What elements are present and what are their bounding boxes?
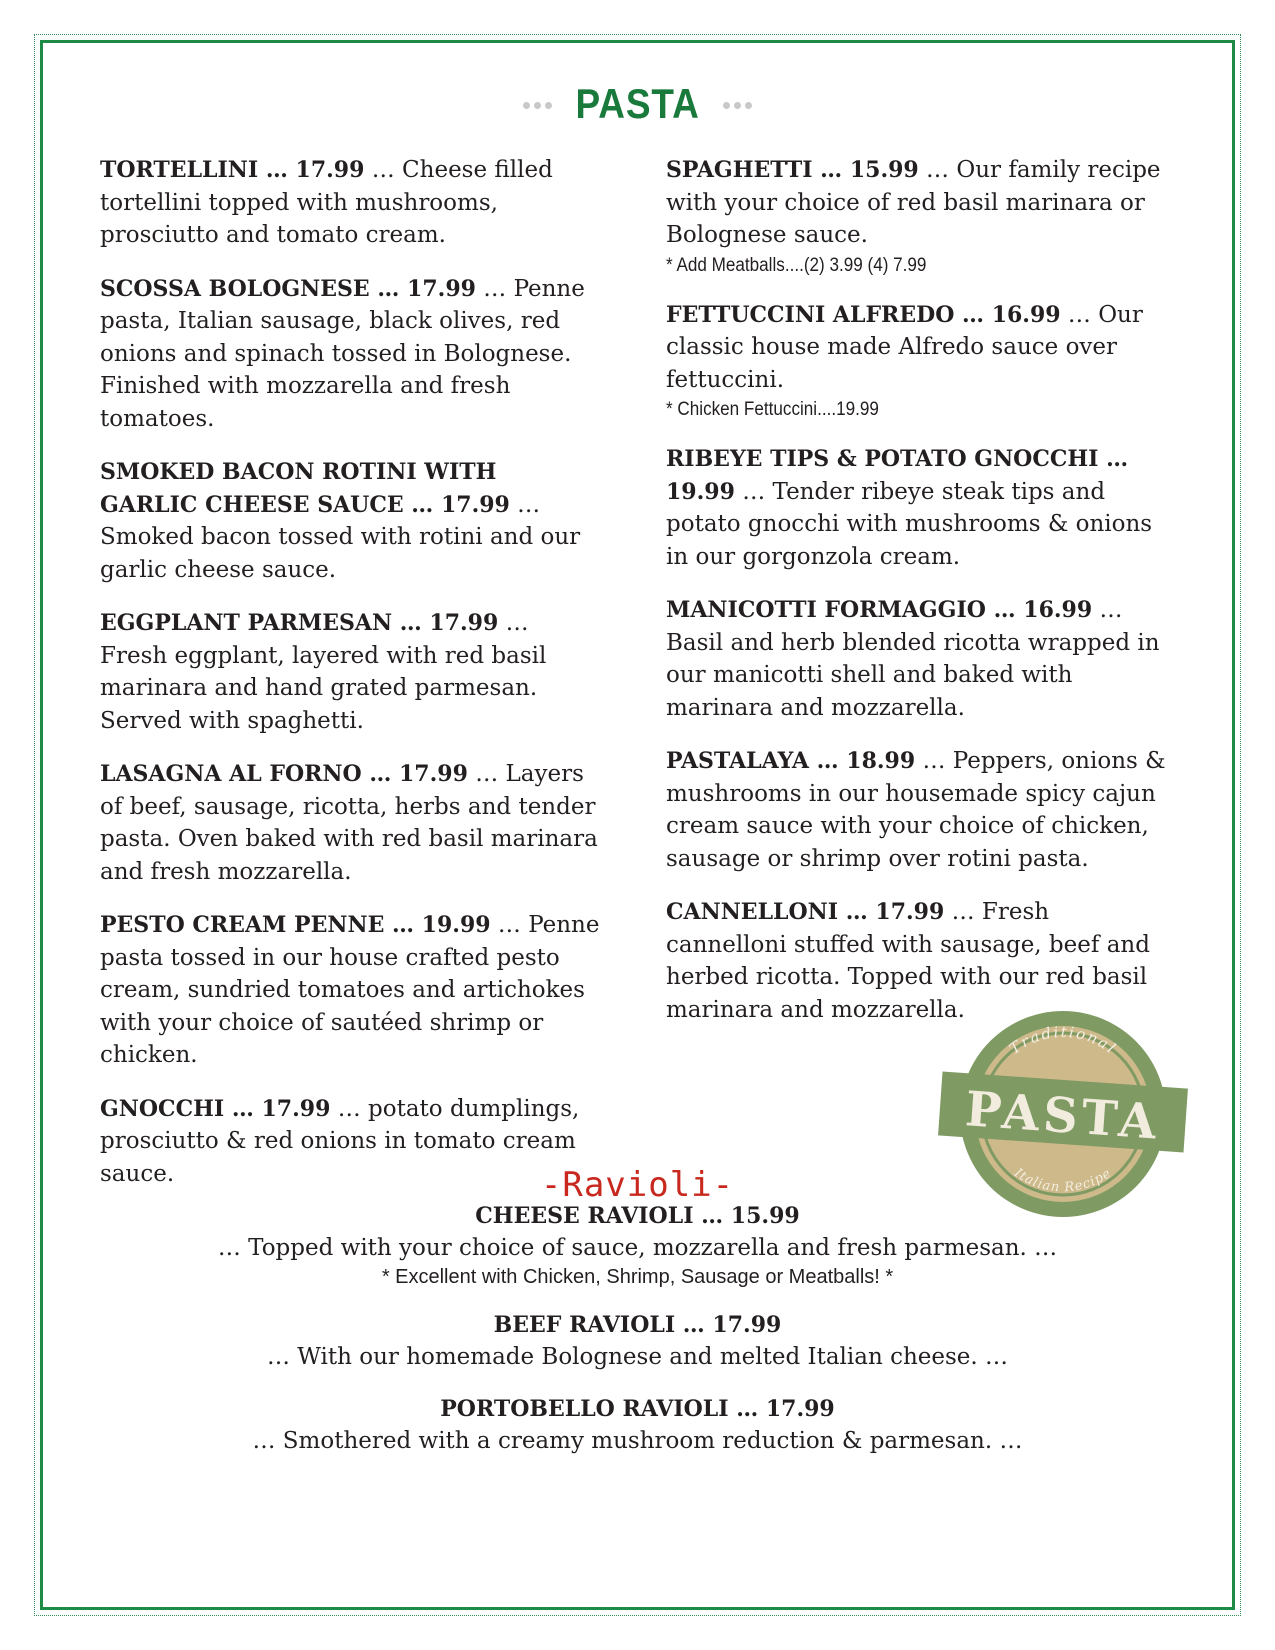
menu-item: SMOKED BACON ROTINI WITH GARLIC CHEESE SAUCE … 17.99 … Smoked bacon tossed with rotini and our garlic cheese sauce.: [100, 459, 581, 583]
menu-item: LASAGNA AL FORNO … 17.99 … Layers of beef, sausage, ricotta, herbs and tender pasta. Oven baked with red basil marinara and fresh mozzarella.: [100, 761, 598, 885]
item-name: RIBEYE TIPS & POTATO GNOCCHI: [666, 446, 1099, 472]
item-price: 18.99: [846, 748, 916, 774]
item-price: 16.99: [1023, 597, 1093, 623]
ravioli-title: PORTOBELLO RAVIOLI … 17.99: [440, 1396, 835, 1422]
item-description: Smoked bacon tossed with rotini and our garlic cheese sauce.: [100, 524, 581, 583]
right-column: [666, 154, 1166, 1047]
ravioli-title: CHEESE RAVIOLI … 15.99: [475, 1203, 800, 1229]
item-description: Fresh eggplant, layered with red basil marinara and hand grated parmesan. Served with spaghetti.: [100, 642, 547, 734]
menu-item: TORTELLINI … 17.99 … Cheese filled tortellini topped with mushrooms, prosciutto and tomato cream.: [100, 157, 553, 248]
item-name: EGGPLANT PARMESAN: [100, 610, 393, 636]
item-description: Layers of beef, sausage, ricotta, herbs and tender pasta. Oven baked with red basil marinara and fresh mozzarella.: [100, 761, 598, 885]
ravioli-description: … With our homemade Bolognese and melted Italian cheese. …: [266, 1344, 1009, 1370]
item-price: 19.99: [666, 478, 735, 505]
item-name: PESTO CREAM PENNE: [100, 912, 385, 938]
item-description: potato dumplings, prosciutto & red onions in tomato cream sauce.: [100, 1095, 580, 1187]
menu-item: RIBEYE TIPS & POTATO GNOCCHI … 19.99 … Tender ribeye steak tips and potato gnocchi with mushrooms & onions in our gorgonzola cream.: [666, 446, 1153, 570]
item-price: 17.99: [295, 157, 365, 183]
item-price: 17.99: [399, 761, 468, 787]
item-description: Peppers, onions & mushrooms in our housemade spicy cajun cream sauce with your choice of chicken, sausage or shrimp over rotini pasta.: [666, 748, 1166, 872]
item-note: * Chicken Fettuccini....19.99: [666, 399, 879, 420]
ravioli-heading: -Ravioli-: [540, 1165, 735, 1205]
left-dots-ornament: [521, 95, 554, 114]
stamp-main-text: PASTA: [963, 1081, 1162, 1151]
item-price: 17.99: [440, 491, 510, 518]
item-description: Tender ribeye steak tips and potato gnocchi with mushrooms & onions in our gorgonzola cream.: [666, 478, 1153, 570]
item-price: 15.99: [849, 157, 919, 183]
ravioli-description: … Topped with your choice of sauce, mozzarella and fresh parmesan. …: [217, 1235, 1058, 1261]
stamp-top-text: Traditional: [1005, 1022, 1121, 1059]
menu-item: SCOSSA BOLOGNESE … 17.99 … Penne pasta, Italian sausage, black olives, red onions and spinach tossed in Bolognese. Finished with mozzarella and fresh tomatoes.: [100, 275, 585, 432]
item-price: 17.99: [875, 899, 945, 925]
item-name: PASTALAYA: [666, 748, 809, 774]
ravioli-title: BEEF RAVIOLI … 17.99: [493, 1312, 782, 1338]
ravioli-note: * Excellent with Chicken, Shrimp, Sausage or Meatballs! *: [381, 1266, 894, 1288]
left-column: [100, 154, 600, 1211]
ravioli-description: … Smothered with a creamy mushroom reduction & parmesan. …: [252, 1428, 1023, 1454]
item-description: Penne pasta tossed in our house crafted pesto cream, sundried tomatoes and artichokes with your choice of sautéed shrimp or chicken.: [100, 912, 600, 1068]
ravioli-item: [0, 1309, 1275, 1373]
item-name: CANNELLONI: [666, 899, 839, 925]
item-price: 17.99: [429, 610, 499, 636]
menu-header: [0, 80, 1275, 128]
item-note: * Add Meatballs....(2) 3.99 (4) 7.99: [666, 254, 927, 276]
item-name: SMOKED BACON ROTINI WITH GARLIC CHEESE SAUCE: [100, 459, 497, 518]
item-description: Fresh cannelloni stuffed with sausage, beef and herbed ricotta. Topped with our red basil marinara and mozzarella.: [666, 899, 1150, 1023]
item-price: 17.99: [407, 275, 476, 302]
item-name: FETTUCCINI ALFREDO: [666, 301, 955, 328]
item-name: GNOCCHI: [100, 1095, 225, 1122]
ravioli-item: [0, 1158, 1275, 1290]
menu-item: FETTUCCINI ALFREDO … 16.99 … Our classic house made Alfredo sauce over fettuccini. * Chicken Fettuccini....19.99: [666, 301, 1143, 420]
stamp-bottom-text: Italian Recipe: [1011, 1165, 1115, 1196]
item-name: LASAGNA AL FORNO: [100, 761, 362, 787]
right-dots-ornament: [721, 95, 754, 114]
item-description: Our classic house made Alfredo sauce over fettuccini.: [666, 301, 1143, 393]
menu-item: SPAGHETTI … 15.99 … Our family recipe with your choice of red basil marinara or Bolognese sauce. * Add Meatballs....(2) 3.99 (4) 7.99: [666, 157, 1161, 276]
item-description: Basil and herb blended ricotta wrapped in our manicotti shell and baked with marinara and mozzarella.: [666, 629, 1160, 721]
menu-item: EGGPLANT PARMESAN … 17.99 … Fresh eggplant, layered with red basil marinara and hand grated parmesan. Served with spaghetti.: [100, 610, 547, 734]
menu-item: MANICOTTI FORMAGGIO … 16.99 … Basil and herb blended ricotta wrapped in our manicotti shell and baked with marinara and mozzarella.: [666, 597, 1160, 721]
page-title: PASTA: [575, 80, 700, 127]
item-price: 17.99: [261, 1095, 331, 1122]
item-name: MANICOTTI FORMAGGIO: [666, 597, 986, 623]
menu-item: PESTO CREAM PENNE … 19.99 … Penne pasta tossed in our house crafted pesto cream, sundried tomatoes and artichokes with your choice of sautéed shrimp or chicken.: [100, 912, 600, 1068]
ravioli-item: [0, 1393, 1275, 1457]
menu-item: CANNELLONI … 17.99 … Fresh cannelloni stuffed with sausage, beef and herbed ricotta. Topped with our red basil marinara and mozzarella.: [666, 899, 1150, 1023]
item-name: SCOSSA BOLOGNESE: [100, 275, 378, 302]
item-name: TORTELLINI: [100, 157, 259, 183]
item-name: SPAGHETTI: [666, 157, 813, 183]
item-description: Our family recipe with your choice of red basil marinara or Bolognese sauce.: [666, 157, 1161, 248]
item-price: 16.99: [991, 301, 1061, 328]
menu-item: GNOCCHI … 17.99 … potato dumplings, prosciutto & red onions in tomato cream sauce.: [100, 1095, 580, 1187]
item-description: Penne pasta, Italian sausage, black olives, red onions and spinach tossed in Bolognese. Finished with mozzarella and fresh tomatoes.: [100, 275, 585, 432]
item-description: Cheese filled tortellini topped with mushrooms, prosciutto and tomato cream.: [100, 157, 553, 248]
menu-item: PASTALAYA … 18.99 … Peppers, onions & mushrooms in our housemade spicy cajun cream sauce with your choice of chicken, sausage or shrimp over rotini pasta.: [666, 748, 1166, 872]
item-price: 19.99: [421, 912, 491, 938]
